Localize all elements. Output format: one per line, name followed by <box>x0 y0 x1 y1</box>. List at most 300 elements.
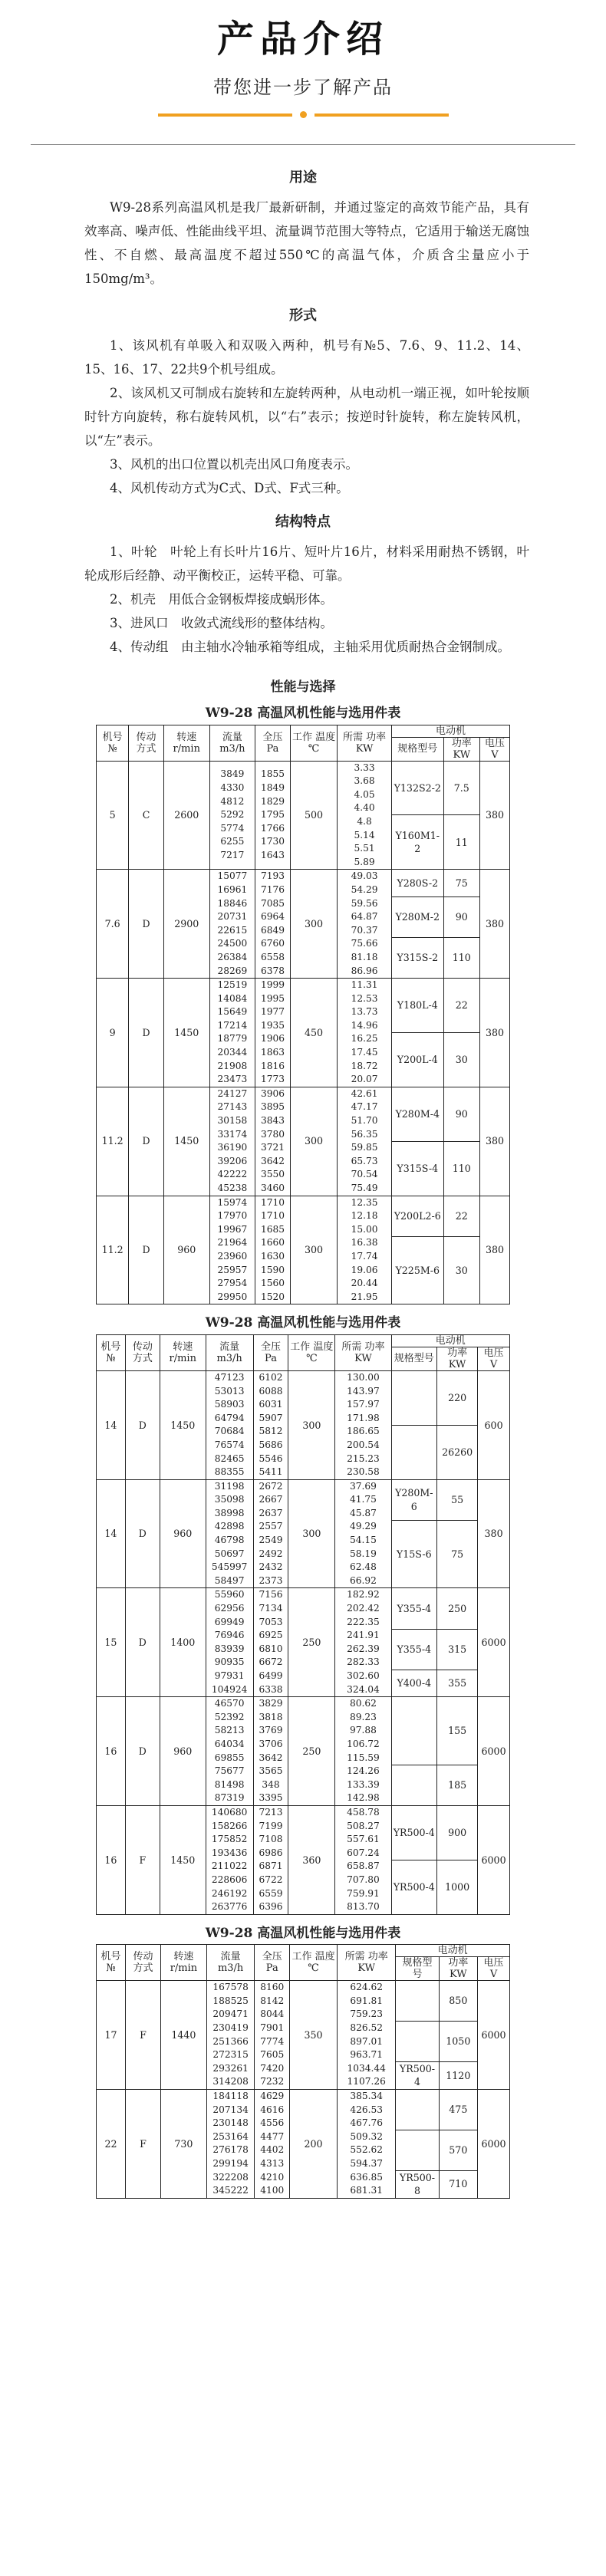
power-value: 70.54 <box>351 1169 378 1180</box>
flow-value: 293261 <box>212 2062 249 2074</box>
flow-values <box>206 1981 254 2090</box>
motor-power: 1000 <box>437 1860 478 1914</box>
flow-value: 14084 <box>217 992 248 1004</box>
flow-value: 188525 <box>212 1995 249 2006</box>
motor-power: 11 <box>443 815 479 870</box>
flow-value: 52392 <box>214 1711 245 1722</box>
flow-value: 81498 <box>214 1778 245 1790</box>
pressure-value: 5546 <box>259 1452 283 1464</box>
form-paragraph: 2、该风机又可制成右旋转和左旋转两种，从电动机一端正视，如叶轮按顺时针方向旋转，称右旋转风机，以“右”表示；按逆时针旋转，称左旋转风机，以“左”表示。 <box>84 386 529 448</box>
drive-type: D <box>129 979 164 1087</box>
flow-value: 209471 <box>212 2008 249 2020</box>
pressure-value: 2637 <box>259 1507 283 1518</box>
pressure-value: 1829 <box>260 795 285 807</box>
section-title-form: 形式 <box>289 308 317 324</box>
power-value: 200.54 <box>347 1439 380 1450</box>
flow-values <box>206 1479 253 1588</box>
power-values <box>335 1479 391 1588</box>
pressure-values <box>253 1588 288 1697</box>
power-value: 813.70 <box>347 1901 380 1913</box>
pressure-values <box>255 870 291 979</box>
flow-value: 23473 <box>217 1074 248 1085</box>
flow-values <box>209 1087 255 1196</box>
power-value: 17.45 <box>351 1047 378 1058</box>
pressure-value: 6986 <box>259 1847 283 1858</box>
pressure-value: 7108 <box>259 1834 283 1845</box>
speed: 1450 <box>163 979 209 1087</box>
fan-number: 17 <box>97 1981 126 2090</box>
flow-value: 24127 <box>217 1087 248 1099</box>
power-value: 826.52 <box>350 2022 383 2034</box>
form-paragraph: 1、该风机有单吸入和双吸入两种，机号有№5、7.6、9、11.2、14、15、16、17、22共9个机号组成。 <box>84 338 529 377</box>
pressure-value: 4629 <box>260 2091 285 2102</box>
pressure-value: 1906 <box>260 1033 285 1045</box>
flow-value: 22615 <box>217 924 248 936</box>
banner-title: 产品介绍 <box>216 19 389 60</box>
flow-value: 345222 <box>212 2185 249 2196</box>
flow-value: 3849 <box>220 768 245 780</box>
power-value: 186.65 <box>347 1426 380 1437</box>
power-value: 467.76 <box>350 2117 383 2129</box>
power-value: 49.03 <box>351 870 378 882</box>
flow-value: 24500 <box>217 938 248 949</box>
pressure-value: 5812 <box>259 1426 283 1437</box>
pressure-value: 8142 <box>260 1995 285 2006</box>
power-value: 115.59 <box>347 1752 380 1763</box>
power-value: 691.81 <box>350 1995 383 2006</box>
power-value: 37.69 <box>350 1480 377 1492</box>
flow-value: 76946 <box>214 1630 245 1641</box>
power-value: 143.97 <box>347 1385 380 1397</box>
power-value: 4.40 <box>354 802 375 814</box>
pressure-value: 7176 <box>260 883 285 895</box>
flow-value: 33174 <box>217 1128 248 1140</box>
flow-value: 42898 <box>214 1521 245 1532</box>
motor-power: 250 <box>437 1588 478 1629</box>
flow-value: 5774 <box>220 822 245 834</box>
pressure-values <box>255 1981 290 2090</box>
pressure-value: 6722 <box>259 1874 283 1885</box>
power-values <box>335 1370 391 1479</box>
header-temp: 工作 温度 ℃ <box>290 725 338 761</box>
section-title-performance: 性能与选择 <box>270 679 336 695</box>
pressure-value: 348 <box>262 1778 280 1790</box>
power-value: 594.37 <box>350 2158 383 2170</box>
temperature: 300 <box>290 870 338 979</box>
pressure-value: 6396 <box>259 1901 283 1913</box>
drive-type: C <box>129 761 164 870</box>
pressure-value: 3550 <box>260 1169 285 1180</box>
header-motor: 电动机 <box>391 725 509 737</box>
header-drive: 传动 方式 <box>125 1334 160 1370</box>
header-kw: 功率 KW <box>439 1957 477 1981</box>
motor-model: Y132S2-2 <box>391 761 443 815</box>
drive-type: D <box>125 1697 160 1806</box>
pressure-value: 3843 <box>260 1115 285 1127</box>
power-value: 21.95 <box>351 1291 378 1302</box>
power-value: 86.96 <box>351 965 378 976</box>
power-value: 56.35 <box>351 1128 378 1140</box>
flow-value: 87319 <box>214 1792 245 1804</box>
pressure-value: 1660 <box>260 1237 285 1249</box>
flow-value: 17214 <box>217 1019 248 1031</box>
voltage: 380 <box>478 1479 510 1588</box>
header-row <box>97 725 510 737</box>
flow-value: 158266 <box>211 1820 248 1831</box>
pressure-value: 7213 <box>259 1806 283 1818</box>
flow-value: 12519 <box>217 979 248 991</box>
flow-value: 35098 <box>214 1494 245 1505</box>
flow-value: 58903 <box>214 1399 245 1410</box>
pressure-value: 1630 <box>260 1250 285 1262</box>
table-row <box>97 1981 510 2022</box>
power-value: 75.66 <box>351 938 378 949</box>
flow-value: 28269 <box>217 965 248 976</box>
pressure-values <box>253 1697 288 1806</box>
flow-value: 140680 <box>211 1806 248 1818</box>
power-values <box>338 761 392 870</box>
pressure-value: 7232 <box>260 2076 285 2087</box>
fan-number: 11.2 <box>97 1196 129 1304</box>
fan-number: 16 <box>97 1697 126 1806</box>
drive-type: F <box>125 1805 160 1914</box>
pressure-value: 1730 <box>260 836 285 847</box>
flow-value: 16961 <box>217 883 248 895</box>
flow-value: 76574 <box>214 1439 245 1450</box>
power-value: 142.98 <box>347 1792 380 1804</box>
power-value: 106.72 <box>347 1738 380 1749</box>
speed: 730 <box>160 2090 206 2199</box>
header-row <box>97 1945 510 1957</box>
pressure-value: 1795 <box>260 809 285 821</box>
flow-value: 46798 <box>214 1535 245 1546</box>
section-title-use: 用途 <box>289 169 317 186</box>
power-value: 215.23 <box>347 1452 380 1464</box>
flow-value: 31198 <box>214 1480 245 1492</box>
flow-values <box>206 1588 253 1697</box>
voltage: 380 <box>479 979 509 1087</box>
flow-value: 230419 <box>212 2022 249 2034</box>
motor-model <box>391 1697 437 1765</box>
pressure-value: 6338 <box>259 1683 283 1695</box>
header-kw: 功率 KW <box>443 737 479 761</box>
power-value: 607.24 <box>347 1847 380 1858</box>
header-motor: 电动机 <box>391 1334 510 1347</box>
flow-value: 5292 <box>220 809 245 821</box>
motor-power: 570 <box>439 2130 477 2170</box>
speed: 960 <box>160 1479 206 1588</box>
power-value: 5.89 <box>354 856 375 867</box>
flow-value: 36190 <box>217 1142 248 1153</box>
pressure-value: 7085 <box>260 897 285 909</box>
pressure-value: 6031 <box>259 1399 283 1410</box>
flow-value: 253164 <box>212 2130 249 2142</box>
drive-type: F <box>126 1981 161 2090</box>
power-value: 58.19 <box>350 1548 377 1559</box>
pressure-value: 3706 <box>259 1738 283 1749</box>
power-value: 130.00 <box>347 1371 380 1383</box>
motor-power: 110 <box>443 937 479 978</box>
power-value: 81.18 <box>351 951 378 962</box>
performance-tables <box>31 702 575 2206</box>
pressure-value: 3395 <box>259 1792 283 1804</box>
flow-value: 276178 <box>212 2144 249 2156</box>
power-value: 4.05 <box>354 788 375 800</box>
motor-power: 155 <box>437 1697 478 1765</box>
power-value: 59.85 <box>351 1142 378 1153</box>
motor-power: 185 <box>437 1765 478 1805</box>
power-value: 707.80 <box>347 1874 380 1885</box>
motor-model <box>396 2130 439 2170</box>
flow-value: 175852 <box>211 1834 248 1845</box>
motor-model: Y280M-6 <box>391 1479 437 1520</box>
flow-value: 39206 <box>217 1155 248 1166</box>
motor-power: 1120 <box>439 2061 477 2089</box>
speed: 1450 <box>163 1087 209 1196</box>
motor-power: 30 <box>443 1236 479 1304</box>
flow-value: 211022 <box>211 1860 248 1872</box>
flow-values <box>206 2090 254 2199</box>
power-value: 426.53 <box>350 2104 383 2115</box>
flow-value: 272315 <box>212 2049 249 2061</box>
motor-model: Y355-4 <box>391 1629 437 1670</box>
power-value: 89.23 <box>350 1711 377 1722</box>
power-value: 16.38 <box>351 1237 378 1249</box>
power-value: 182.92 <box>347 1589 380 1601</box>
flow-value: 47123 <box>214 1371 245 1383</box>
performance-table <box>96 1923 510 2199</box>
power-values <box>335 1588 391 1697</box>
power-value: 759.23 <box>350 2008 383 2020</box>
temperature: 300 <box>288 1370 335 1479</box>
flow-value: 15649 <box>217 1006 248 1018</box>
motor-model: YR500-8 <box>396 2170 439 2198</box>
power-values <box>338 1087 392 1196</box>
power-values <box>335 1805 391 1914</box>
flow-value: 246192 <box>211 1887 248 1899</box>
power-value: 49.29 <box>350 1521 377 1532</box>
power-value: 54.15 <box>350 1535 377 1546</box>
flow-value: 167578 <box>212 1982 249 1993</box>
flow-values <box>206 1697 253 1806</box>
drive-type: D <box>129 1196 164 1304</box>
banner-subtitle: 带您进一步了解产品 <box>213 77 393 98</box>
power-value: 897.01 <box>350 2035 383 2047</box>
temperature: 300 <box>290 1196 338 1304</box>
drive-type: D <box>125 1588 160 1697</box>
motor-model: Y355-4 <box>391 1588 437 1629</box>
flow-value: 20731 <box>217 911 248 923</box>
pressure-value: 1855 <box>260 768 285 780</box>
drive-type: D <box>125 1370 160 1479</box>
flow-value: 26384 <box>217 951 248 962</box>
motor-model: Y315S-4 <box>391 1141 443 1196</box>
header-pressure: 全压 Pa <box>255 725 291 761</box>
power-value: 20.44 <box>351 1278 378 1289</box>
power-value: 13.73 <box>351 1006 378 1018</box>
motor-power: 75 <box>443 870 479 897</box>
fan-number: 5 <box>97 761 129 870</box>
pressure-value: 6378 <box>260 965 285 976</box>
header-model: 规格型号 <box>391 1347 437 1370</box>
flow-value: 70684 <box>214 1426 245 1437</box>
pressure-value: 2557 <box>259 1521 283 1532</box>
motor-model: Y15S-6 <box>391 1520 437 1588</box>
pressure-value: 1816 <box>260 1060 285 1071</box>
flow-value: 21964 <box>217 1237 248 1249</box>
power-value: 222.35 <box>347 1616 380 1627</box>
power-value: 64.87 <box>351 911 378 923</box>
motor-model: Y180L-4 <box>391 979 443 1033</box>
flow-value: 38998 <box>214 1507 245 1518</box>
power-value: 18.72 <box>351 1060 378 1071</box>
header-no: 机号 № <box>97 725 129 761</box>
pressure-values <box>253 1479 288 1588</box>
drive-type: D <box>129 1087 164 1196</box>
pressure-value: 6925 <box>259 1630 283 1641</box>
pressure-values <box>255 1087 291 1196</box>
pressure-value: 3906 <box>260 1087 285 1099</box>
temperature: 500 <box>290 761 338 870</box>
temperature: 200 <box>290 2090 338 2199</box>
structure-paragraph: 2、机壳 用低合金钢板焊接成蜗形体。 <box>110 592 333 607</box>
header-temp: 工作 温度 ℃ <box>290 1945 338 1981</box>
power-value: 3.68 <box>354 775 375 787</box>
motor-model <box>396 2090 439 2130</box>
power-value: 3.33 <box>354 762 375 773</box>
voltage: 6000 <box>478 1697 510 1806</box>
flow-value: 4812 <box>220 795 245 807</box>
flow-value: 58497 <box>214 1574 245 1586</box>
flow-value: 64034 <box>214 1738 245 1749</box>
fan-number: 14 <box>97 1370 126 1479</box>
flow-value: 18779 <box>217 1033 248 1045</box>
pressure-value: 3460 <box>260 1183 285 1193</box>
pressure-values <box>255 2090 290 2199</box>
motor-power: 90 <box>443 1087 479 1141</box>
pressure-value: 6088 <box>259 1385 283 1397</box>
flow-value: 69949 <box>214 1616 245 1627</box>
header-flow: 流量 m3/h <box>206 1945 254 1981</box>
pressure-value: 1766 <box>260 822 285 834</box>
flow-value: 207134 <box>212 2104 249 2115</box>
table-row <box>97 979 510 1033</box>
use-paragraph: W9-28系列高温风机是我厂最新研制，并通过鉴定的高效节能产品，具有效率高、噪声低、性能曲线平坦、流量调节范围大等特点，它适用于输送无腐蚀性、不自燃、最高温度不超过550℃的高温气体，介质含尘量应小于150mg/m³。 <box>84 200 529 286</box>
flow-value: 23960 <box>217 1250 248 1262</box>
motor-power: 26260 <box>437 1425 478 1479</box>
pressure-value: 6672 <box>259 1656 283 1668</box>
table-row <box>97 1588 510 1629</box>
header-volt: 电压 V <box>478 1957 510 1981</box>
power-value: 51.70 <box>351 1115 378 1127</box>
fan-number: 22 <box>97 2090 126 2199</box>
pressure-value: 3565 <box>259 1765 283 1777</box>
flow-value: 545997 <box>211 1561 248 1573</box>
fan-number: 9 <box>97 979 129 1087</box>
pressure-value: 1977 <box>260 1006 285 1018</box>
flow-value: 58213 <box>214 1725 245 1736</box>
fan-number: 11.2 <box>97 1087 129 1196</box>
flow-value: 62956 <box>214 1603 245 1614</box>
power-value: 5.14 <box>354 829 375 841</box>
pressure-value: 7134 <box>259 1603 283 1614</box>
header-power: 所需 功率 KW <box>337 1945 395 1981</box>
pressure-value: 4477 <box>260 2130 285 2142</box>
motor-model: Y200L-4 <box>391 1032 443 1087</box>
pressure-value: 7605 <box>260 2049 285 2061</box>
motor-power: 75 <box>437 1520 478 1588</box>
motor-model: Y160M1-2 <box>391 815 443 870</box>
motor-model: Y280M-2 <box>391 897 443 937</box>
performance-table <box>96 702 510 1304</box>
pressure-values <box>253 1370 288 1479</box>
motor-model <box>396 2022 439 2062</box>
power-values <box>335 1697 391 1806</box>
flow-value: 45238 <box>217 1183 248 1193</box>
pressure-value: 1863 <box>260 1047 285 1058</box>
pressure-value: 2667 <box>259 1494 283 1505</box>
header-pressure: 全压 Pa <box>253 1334 288 1370</box>
power-value: 19.06 <box>351 1264 378 1275</box>
pressure-value: 5907 <box>259 1412 283 1423</box>
power-value: 80.62 <box>350 1698 377 1709</box>
pressure-value: 7901 <box>260 2022 285 2034</box>
pressure-value: 4210 <box>260 2171 285 2183</box>
power-value: 54.29 <box>351 883 378 895</box>
table-caption: W9-28 高温风机性能与选用件表 <box>205 1315 401 1331</box>
header-speed: 转速 r/min <box>160 1945 206 1981</box>
pressure-value: 8160 <box>260 1982 285 1993</box>
power-value: 47.17 <box>351 1101 378 1113</box>
table-row <box>97 870 510 897</box>
temperature: 250 <box>288 1588 335 1697</box>
header-model: 规格型号 <box>391 737 443 761</box>
voltage: 6000 <box>478 1805 510 1914</box>
pressure-value: 1935 <box>260 1019 285 1031</box>
power-value: 557.61 <box>347 1834 380 1845</box>
flow-value: 21908 <box>217 1060 248 1071</box>
speed: 2900 <box>163 870 209 979</box>
power-value: 12.18 <box>351 1210 378 1222</box>
power-value: 5.51 <box>354 843 375 854</box>
pressure-values <box>255 979 291 1087</box>
flow-value: 27143 <box>217 1101 248 1113</box>
pressure-value: 7420 <box>260 2062 285 2074</box>
flow-value: 7217 <box>220 849 245 860</box>
power-values <box>337 1981 395 2090</box>
pressure-value: 7199 <box>259 1820 283 1831</box>
pressure-value: 3895 <box>260 1101 285 1113</box>
temperature: 300 <box>288 1479 335 1588</box>
power-value: 1107.26 <box>347 2076 386 2087</box>
flow-value: 322208 <box>212 2171 249 2183</box>
motor-power: 22 <box>443 979 479 1033</box>
pressure-value: 1999 <box>260 979 285 991</box>
power-values <box>338 979 392 1087</box>
temperature: 360 <box>288 1805 335 1914</box>
header-no: 机号 № <box>97 1945 126 1981</box>
flow-value: 25957 <box>217 1264 248 1275</box>
header-flow: 流量 m3/h <box>206 1334 253 1370</box>
flow-values <box>209 761 255 870</box>
structure-paragraph: 4、传动组 由主轴水冷轴承箱等组成，主轴采用优质耐热合金钢制成。 <box>110 640 510 654</box>
pressure-value: 4556 <box>260 2117 285 2129</box>
pressure-value: 6964 <box>260 911 285 923</box>
pressure-value: 6102 <box>259 1371 283 1383</box>
motor-power: 55 <box>437 1479 478 1520</box>
pressure-value: 3721 <box>260 1142 285 1153</box>
power-value: 11.31 <box>351 979 378 991</box>
